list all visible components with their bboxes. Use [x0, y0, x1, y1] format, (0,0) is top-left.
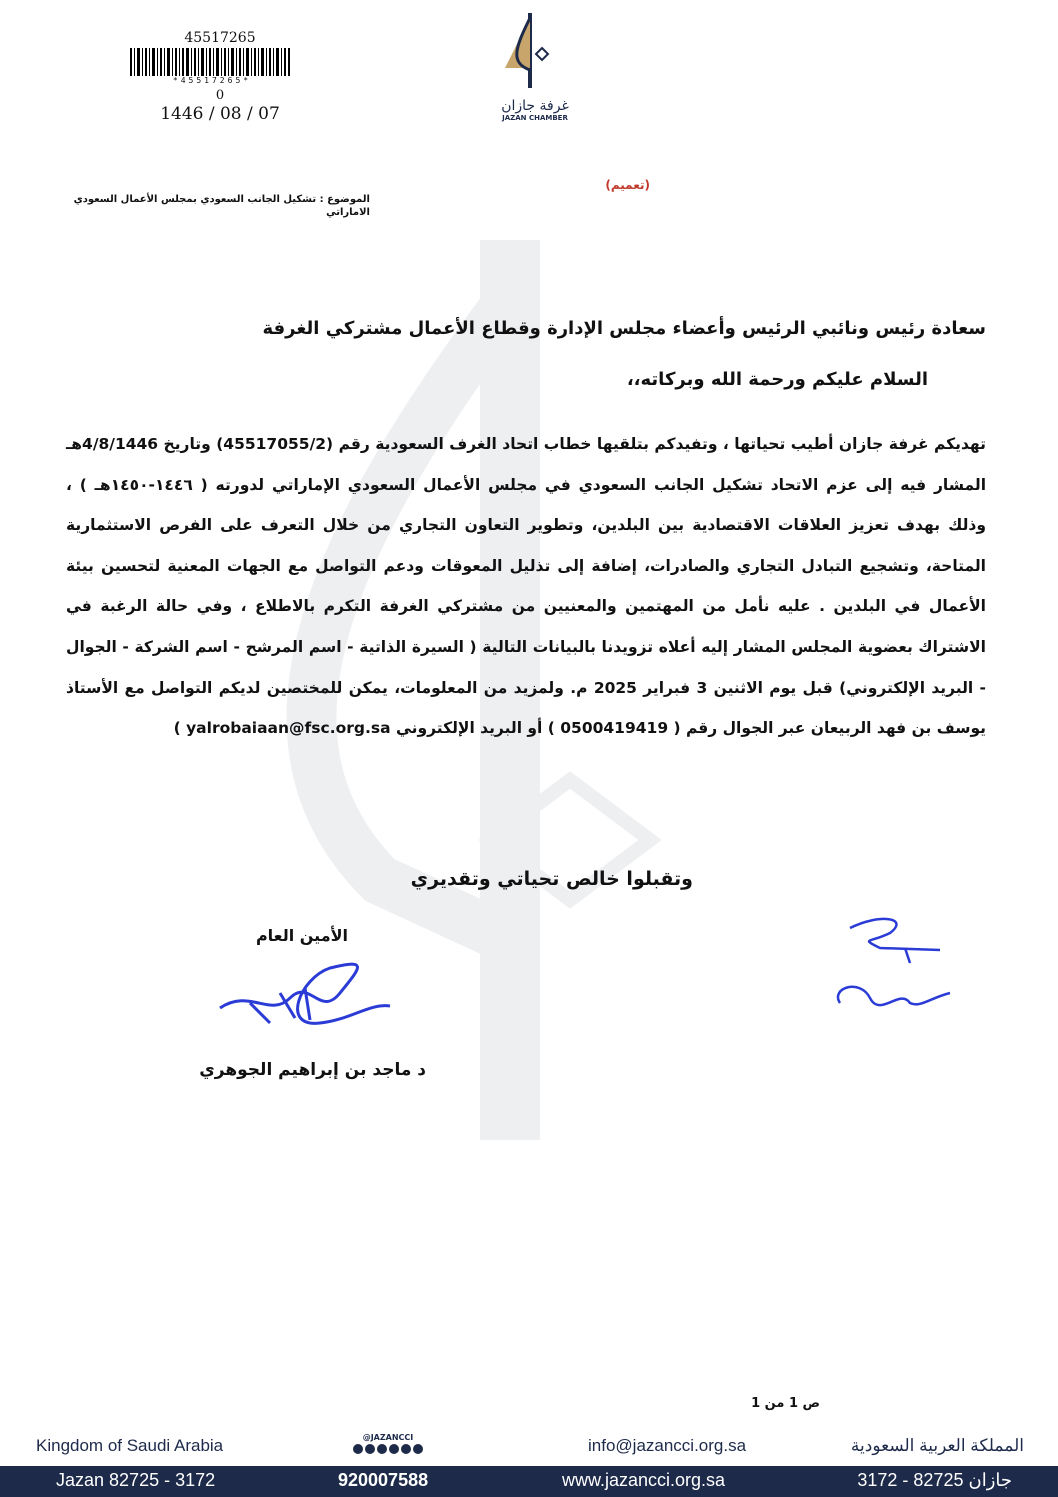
hijri-date: 1446 / 08 / 07: [160, 104, 280, 124]
barcode-zero: 0: [215, 88, 225, 103]
logo-text-ar: غرفة جازان: [501, 98, 569, 114]
footer-website[interactable]: www.jazancci.org.sa: [562, 1470, 726, 1490]
subject-line: الموضوع : تشكيل الجانب السعودي بمجلس الأعمال السعودي الاماراتي: [73, 194, 370, 218]
greeting: سعادة رئيس ونائبي الرئيس وأعضاء مجلس الإدارة وقطاع الأعمال مشتركي الغرفة: [262, 318, 986, 339]
footer-country-en: Kingdom of Saudi Arabia: [36, 1436, 224, 1455]
instagram-icon[interactable]: [353, 1444, 363, 1454]
facebook-icon[interactable]: [377, 1444, 387, 1454]
signer-name: د ماجد بن إبراهيم الجوهري: [199, 1060, 426, 1080]
page-number: ص 1 من 1: [751, 1396, 820, 1411]
letter-body: تهديكم غرفة جازان أطيب تحياتها ، وتفيدكم بتلقيها خطاب اتحاد الغرف السعودية رقم (45517055/2) وتاريخ 4/8/1446هـ المشار فيه إلى عزم الاتحاد تشكيل الجانب السعودي في مجلس الأعمال السعودي الإماراتي لدورته ( ١٤٤٦-١٤٥٠هـ ) ، وذلك بهدف تعزيز العلاقات الاقتصادية بين البلدين، وتطوير التعاون التجاري من خلال التعرف على الفرص الاستثمارية المتاحة، وتشجيع التبادل التجاري والصادرات، إضافة إلى تذليل المعوقات ودعم التواصل مع الجهات المعنية لتحسين بيئة الأعمال في البلدين . عليه نأمل من المهتمين والمعنيين من مشتركي الغرفة التكرم بالاطلاع ، وفي حالة الرغبة في الاشتراك بعضوية المجلس المشار إليه أعلاه تزويدنا بالبيانات التالية ( السيرة الذاتية - اسم المرشح - اسم الشركة - الجوال - البريد الإلكتروني) قبل يوم الاثنين 3 فبراير 2025 م. ولمزيد من المعلومات، يمكن للمختصين لديكم التواصل مع الأستاذ يوسف بن فهد الربيعان عبر الجوال رقم ( 0500419419 ) أو البريد الإلكتروني yalrobaiaan@fsc.org.sa ): [66, 435, 987, 738]
x-icon[interactable]: [365, 1444, 375, 1454]
barcode-digits: *45517265*: [172, 76, 252, 85]
salam: السلام عليكم ورحمة الله وبركاته،،: [626, 369, 928, 390]
closing-line: وتقبلوا خالص تحياتي وتقديري: [410, 868, 693, 890]
signature-initials: [820, 908, 960, 1038]
logo-text-en: JAZAN CHAMBER: [502, 114, 568, 122]
signature-secretary-general: [210, 948, 400, 1038]
linkedin-icon[interactable]: [413, 1444, 423, 1454]
logo-mark-icon: [490, 8, 580, 98]
circular-label: (تعميم): [605, 178, 650, 192]
snapchat-icon[interactable]: [389, 1444, 399, 1454]
barcode-number: 45517265: [184, 30, 256, 46]
social-handle: @JAZANCCI: [362, 1433, 414, 1442]
signer-title: الأمين العام: [255, 926, 348, 945]
youtube-icon[interactable]: [401, 1444, 411, 1454]
footer-address-ar: جازان 82725 - 3172: [857, 1470, 1012, 1490]
footer-address-en: Jazan 82725 - 3172: [56, 1470, 216, 1490]
social-icons: [338, 1444, 438, 1454]
footer-social: [338, 1433, 438, 1454]
footer-email[interactable]: info@jazancci.org.sa: [588, 1436, 747, 1455]
footer-phone[interactable]: 920007588: [338, 1470, 429, 1490]
footer-country-ar: المملكة العربية السعودية: [850, 1436, 1024, 1455]
jazan-chamber-logo: [490, 8, 580, 133]
barcode: [130, 48, 290, 76]
